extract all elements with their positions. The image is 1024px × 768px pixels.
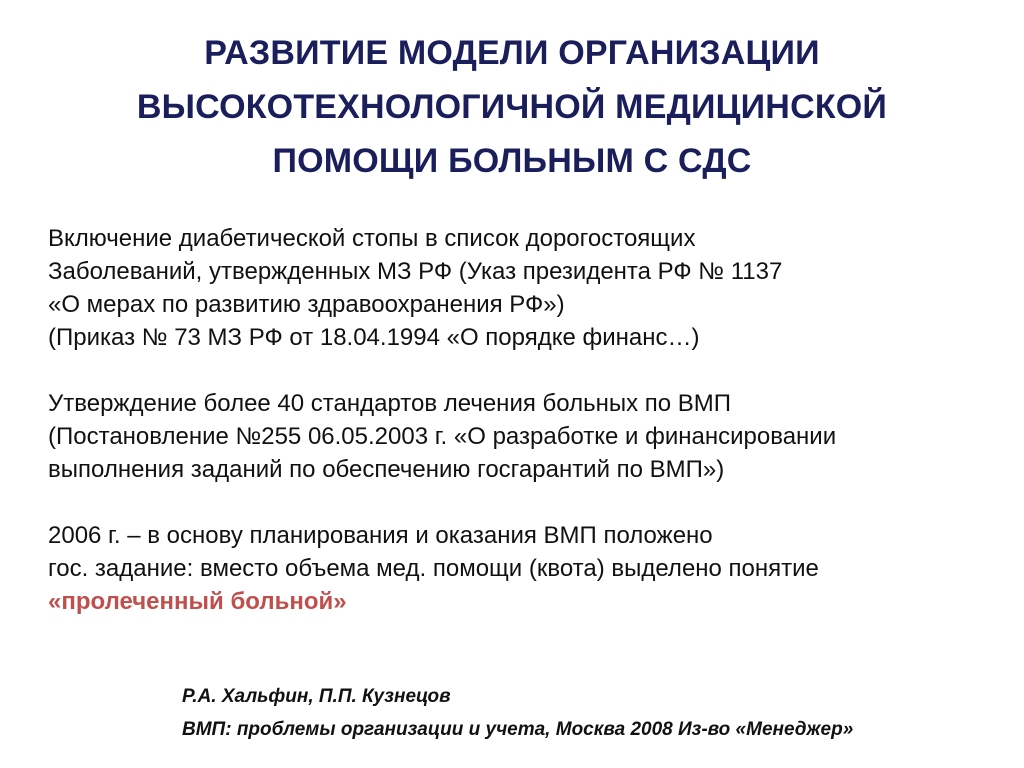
citation-source: ВМП: проблемы организации и учета, Москва 2008 Из-во «Менеджер» <box>182 719 854 740</box>
text-line: 2006 г. – в основу планирования и оказания ВМП положено <box>48 522 713 549</box>
citation <box>182 680 1002 746</box>
text-line: Заболеваний, утвержденных МЗ РФ (Указ президента РФ № 1137 <box>48 258 783 285</box>
paragraph-2006 <box>48 519 998 618</box>
text-line: Утверждение более 40 стандартов лечения больных по ВМП <box>48 390 732 417</box>
citation-authors: Р.А. Хальфин, П.П. Кузнецов <box>182 686 451 707</box>
title-line: РАЗВИТИЕ МОДЕЛИ ОРГАНИЗАЦИИ <box>204 34 820 72</box>
slide-body <box>48 222 998 618</box>
title-line: ПОМОЩИ БОЛЬНЫМ С СДС <box>272 142 752 180</box>
paragraph-inclusion <box>48 222 998 354</box>
text-line: (Приказ № 73 МЗ РФ от 18.04.1994 «О порядке финанс…) <box>48 324 700 351</box>
text-line: «О мерах по развитию здравоохранения РФ») <box>48 291 565 318</box>
text-line: выполнения заданий по обеспечению госгарантий по ВМП») <box>48 456 725 483</box>
slide-title <box>40 26 984 188</box>
title-line: ВЫСОКОТЕХНОЛОГИЧНОЙ МЕДИЦИНСКОЙ <box>136 88 888 126</box>
text-line: гос. задание: вместо объема мед. помощи (квота) выделено понятие <box>48 555 819 582</box>
text-line: (Постановление №255 06.05.2003 г. «О разработке и финансировании <box>48 423 837 450</box>
text-line: Включение диабетической стопы в список дорогостоящих <box>48 225 696 252</box>
paragraph-standards <box>48 387 998 486</box>
highlighted-term: «пролеченный больной» <box>48 588 347 615</box>
